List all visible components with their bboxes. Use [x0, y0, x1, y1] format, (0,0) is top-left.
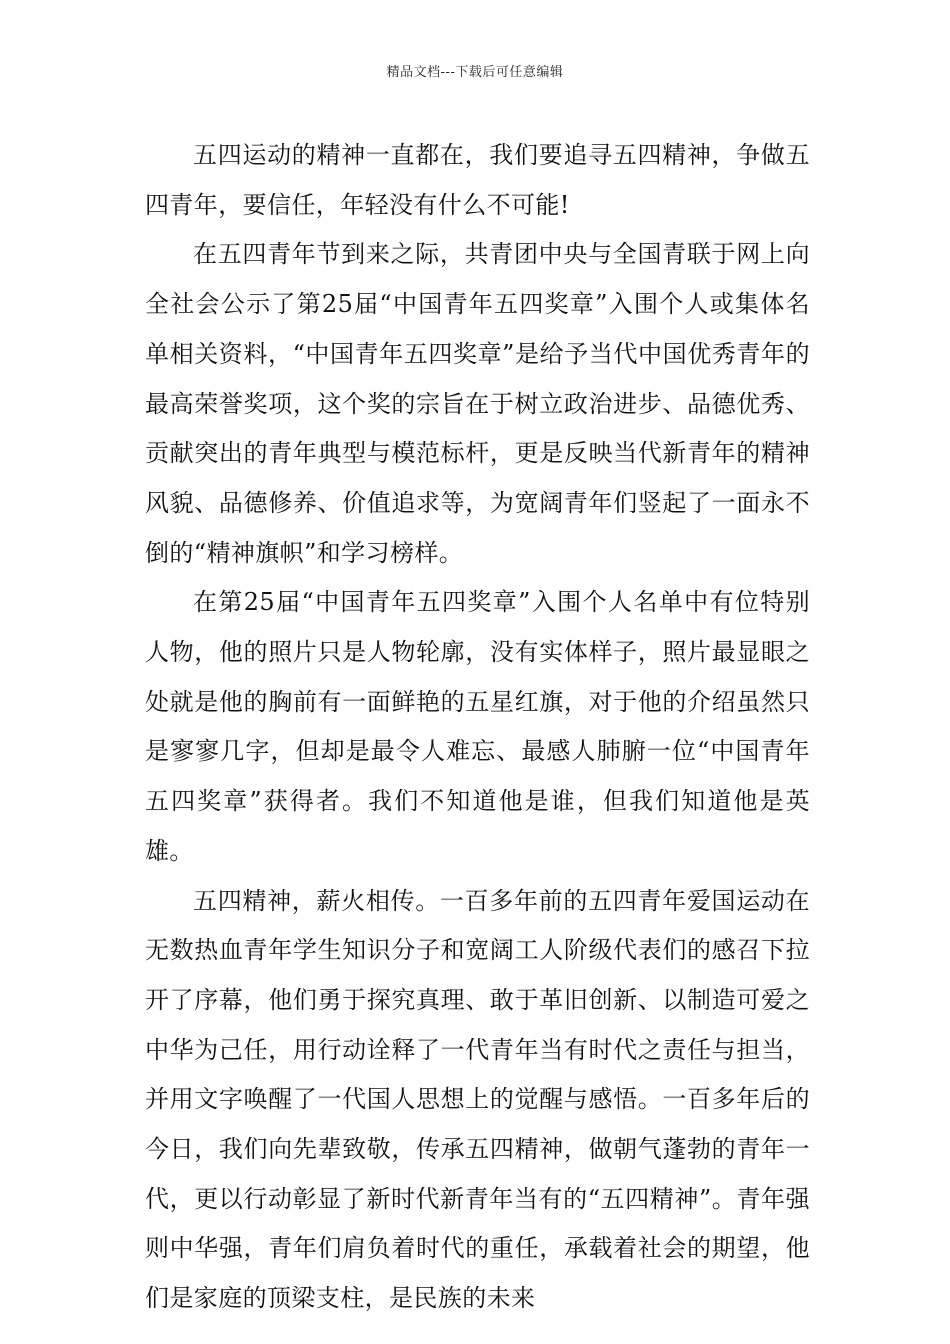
paragraph-special-hero: 在第25届“中国青年五四奖章”入围个人名单中有位特别人物，他的照片只是人物轮廓，没有实体样子，照片最显眼之处就是他的胸前有一面鲜艳的五星红旗，对于他的介绍虽然只是寥寥几字，但却是最令人难忘、最感人肺腑一位“中国青年五四奖章”获得者。我们不知道他是谁，但我们知道他是英雄。: [145, 588, 810, 865]
paragraph-youth-medal-announcement: 在五四青年节到来之际，共青团中央与全国青联于网上向全社会公示了第25届“中国青年五四奖章”入围个人或集体名单相关资料，“中国青年五四奖章”是给予当代中国优秀青年的最高荣誉奖项，这个奖的宗旨在于树立政治进步、品德优秀、贡献突出的青年典型与模范标杆，更是反映当代新青年的精神风貌、品德修养、价值追求等，为宽阔青年们竖起了一面永不倒的“精神旗帜”和学习榜样。: [145, 240, 810, 567]
page-header: 精品文档---下载后可任意编辑: [386, 65, 564, 80]
paragraph-spirit-passed-on: 五四精神，薪火相传。一百多年前的五四青年爱国运动在无数热血青年学生知识分子和宽阔工人阶级代表们的感召下拉开了序幕，他们勇于探究真理、敢于革旧创新、以制造可爱之中华为己任，用行动诠释了一代青年当有时代之责任与担当，并用文字唤醒了一代国人思想上的觉醒与感悟。一百多年后的今日，我们向先辈致敬，传承五四精神，做朝气蓬勃的青年一代，更以行动彰显了新时代新青年当有的“五四精神”。青年强则中华强，青年们肩负着时代的重任，承载着社会的期望，他们是家庭的顶梁支柱，是民族的未来: [145, 886, 810, 1313]
document-body: [145, 131, 810, 1324]
paragraph-may-fourth-spirit: 五四运动的精神一直都在，我们要追寻五四精神，争做五四青年，要信任，年轻没有什么不可能!: [145, 141, 810, 219]
